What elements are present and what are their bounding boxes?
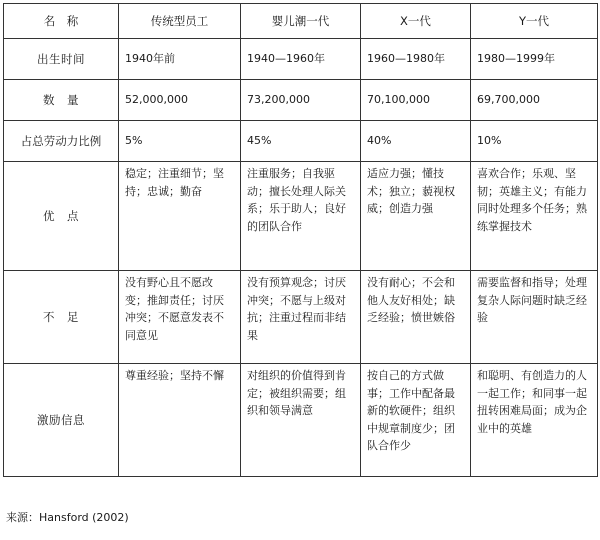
table-cell: 5% [119,121,241,162]
table-row-workforce-share [4,121,598,162]
header-cell-gen-x: X一代 [361,4,471,39]
table-cell: 73,200,000 [241,80,361,121]
header-cell-name: 名 称 [4,4,119,39]
table-cell: 按自己的方式做事；工作中配备最新的软硬件；组织中规章制度少；团队合作少 [361,364,471,477]
row-label-workforce-share: 占总劳动力比例 [4,121,119,162]
row-label-birth-period: 出生时间 [4,39,119,80]
table-cell: 没有野心且不愿改变；推卸责任；讨厌冲突；不愿意发表不同意见 [119,271,241,364]
table-row-strengths [4,162,598,271]
table-cell: 40% [361,121,471,162]
table-cell: 1940—1960年 [241,39,361,80]
header-row [4,4,598,39]
generation-comparison-table [3,3,598,477]
table-cell: 没有耐心；不会和他人友好相处；缺乏经验；愤世嫉俗 [361,271,471,364]
table-cell: 稳定；注重细节；坚持；忠诚；勤奋 [119,162,241,271]
table-cell: 1960—1980年 [361,39,471,80]
row-label-weaknesses: 不 足 [4,271,119,364]
table-cell: 没有预算观念；讨厌冲突；不愿与上级对抗；注重过程而非结果 [241,271,361,364]
row-label-count: 数 量 [4,80,119,121]
source-note: 来源：Hansford (2002) [6,511,129,524]
row-label-strengths: 优 点 [4,162,119,271]
table-row-birth-period [4,39,598,80]
table-cell: 45% [241,121,361,162]
header-cell-traditional: 传统型员工 [119,4,241,39]
table-cell: 52,000,000 [119,80,241,121]
row-label-motivation: 激励信息 [4,364,119,477]
table-row-motivation [4,364,598,477]
table-cell: 注重服务；自我驱动；擅长处理人际关系；乐于助人；良好的团队合作 [241,162,361,271]
table-cell: 尊重经验；坚持不懈 [119,364,241,477]
header-cell-baby-boomers: 婴儿潮一代 [241,4,361,39]
table-cell: 适应力强；懂技术；独立；藐视权威；创造力强 [361,162,471,271]
table-cell: 需要监督和指导；处理复杂人际问题时缺乏经验 [471,271,598,364]
table-cell: 1940年前 [119,39,241,80]
table-cell: 喜欢合作；乐观、坚韧；英雄主义；有能力同时处理多个任务；熟练掌握技术 [471,162,598,271]
table-row-weaknesses [4,271,598,364]
table-cell: 10% [471,121,598,162]
header-cell-gen-y: Y一代 [471,4,598,39]
table-cell: 70,100,000 [361,80,471,121]
table-cell: 对组织的价值得到肯定；被组织需要；组织和领导满意 [241,364,361,477]
table-row-count [4,80,598,121]
table-cell: 和聪明、有创造力的人一起工作；和同事一起扭转困难局面；成为企业中的英雄 [471,364,598,477]
table-cell: 69,700,000 [471,80,598,121]
table-cell: 1980—1999年 [471,39,598,80]
